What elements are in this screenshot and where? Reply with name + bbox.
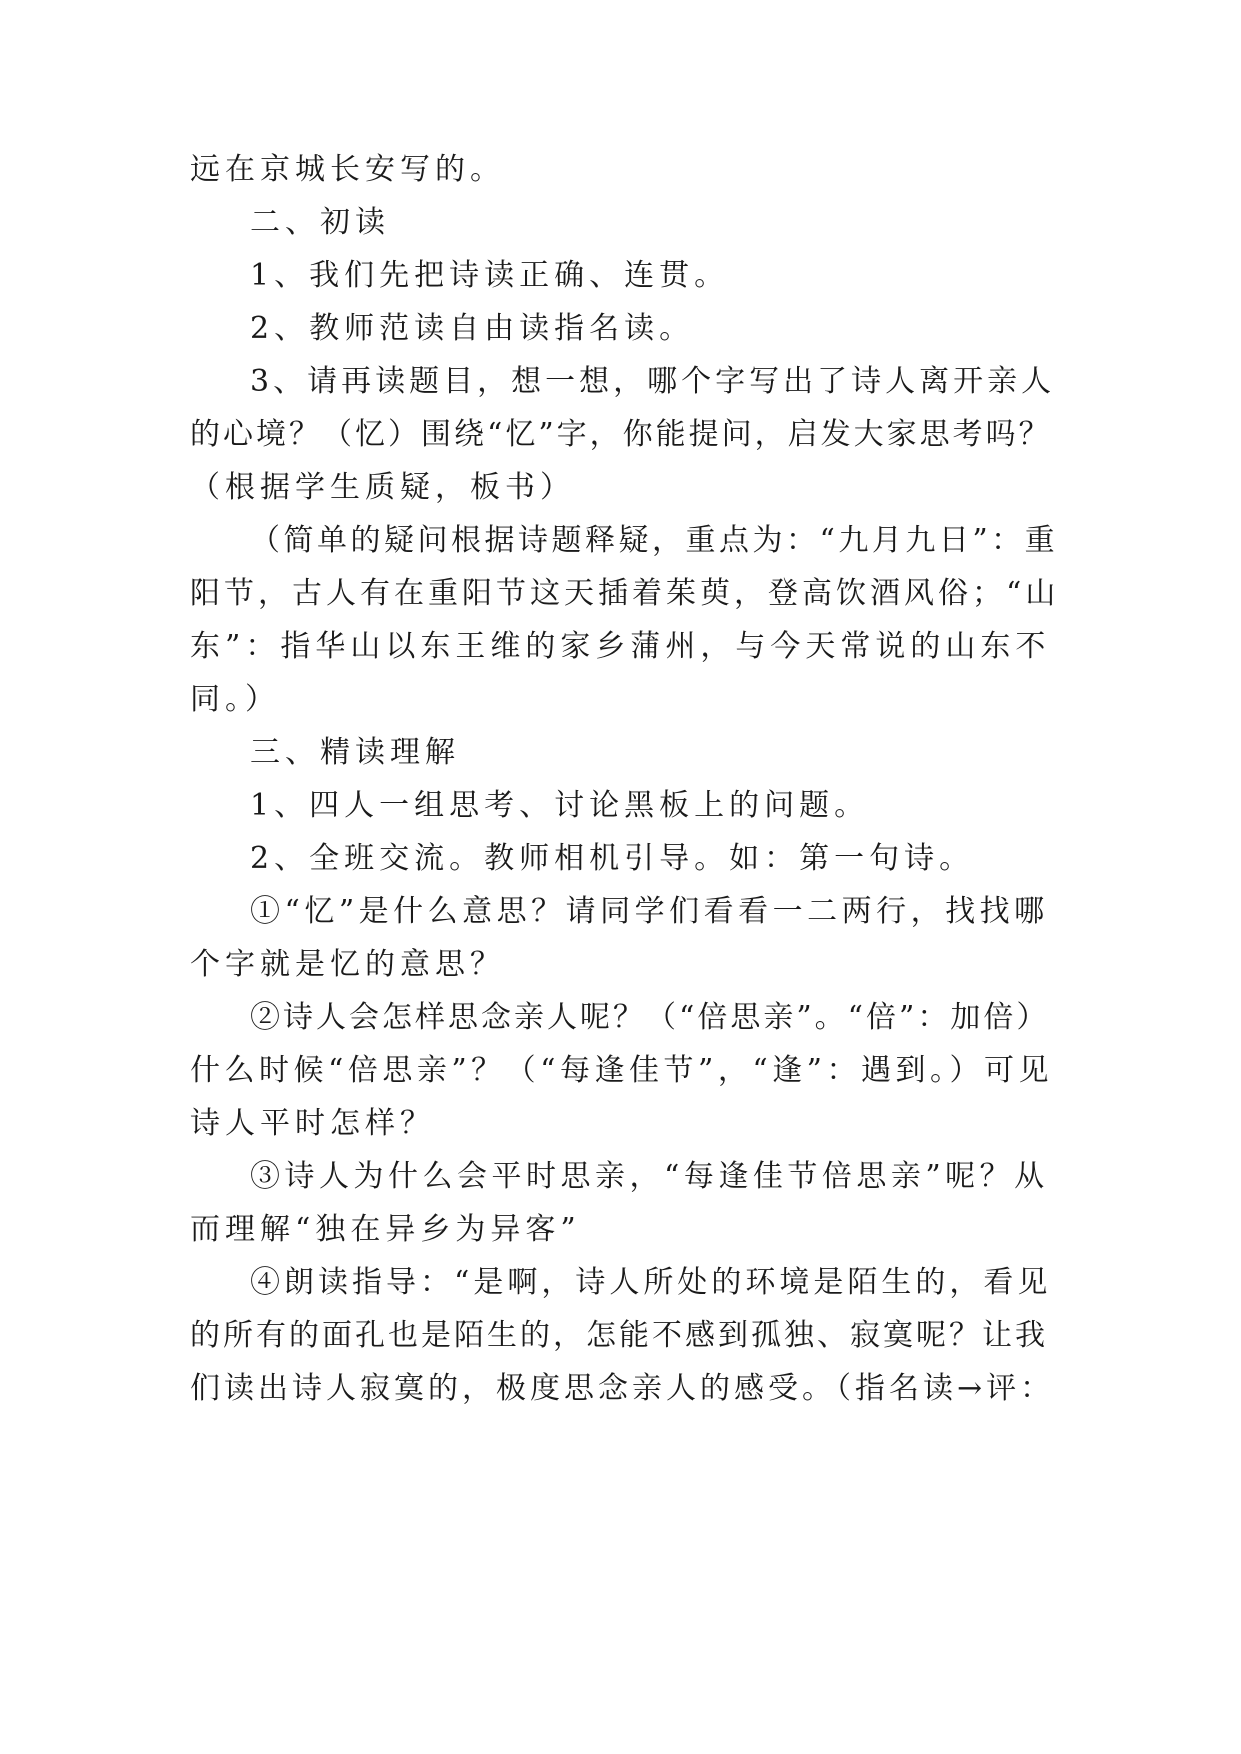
text-line: ④朗读指导：“是啊，诗人所处的环境是陌生的，看见: [250, 1265, 1052, 1300]
text-line: 而理解“独在异乡为异客”: [190, 1212, 581, 1247]
text-line: 同。）: [190, 682, 280, 717]
text-line: 2、全班交流。教师相机引导。如：第一句诗。: [250, 841, 975, 876]
text-line: 阳节，古人有在重阳节这天插着茱萸，登高饮酒风俗；“山: [190, 576, 1060, 611]
section-heading: 二、初读: [250, 205, 390, 240]
text-line: 1、四人一组思考、讨论黑板上的问题。: [250, 788, 870, 823]
text-line: ③诗人为什么会平时思亲，“每逢佳节倍思亲”呢？从: [250, 1159, 1049, 1194]
text-line: 1、我们先把诗读正确、连贯。: [250, 258, 730, 293]
text-line: 们读出诗人寂寞的，极度思念亲人的感受。（指名读→评：: [190, 1371, 1055, 1406]
text-line: 个字就是忆的意思？: [190, 947, 505, 982]
text-line: （根据学生质疑，板书）: [190, 470, 575, 505]
text-line: 的心境？（忆）围绕“忆”字，你能提问，启发大家思考吗？: [190, 417, 1052, 452]
text-line: ①“忆”是什么意思？请同学们看看一二两行，找找哪: [250, 894, 1049, 929]
text-line: 远在京城长安写的。: [190, 152, 505, 187]
text-line: 东”：指华山以东王维的家乡蒲州，与今天常说的山东不: [190, 629, 1051, 664]
text-line: 诗人平时怎样？: [190, 1106, 435, 1141]
text-line: （简单的疑问根据诗题释疑，重点为：“九月九日”：重: [250, 523, 1059, 558]
text-line: 2、教师范读自由读指名读。: [250, 311, 695, 346]
section-heading: 三、精读理解: [250, 735, 460, 770]
text-line: 的所有的面孔也是陌生的，怎能不感到孤独、寂寞呢？让我: [190, 1318, 1048, 1353]
text-line: 3、请再读题目，想一想，哪个字写出了诗人离开亲人: [250, 364, 1056, 399]
text-line: 什么时候“倍思亲”？（“每逢佳节”，“逢”：遇到。）可见: [190, 1053, 1054, 1088]
text-line: ②诗人会怎样思念亲人呢？（“倍思亲”。“倍”：加倍）: [250, 1000, 1050, 1035]
